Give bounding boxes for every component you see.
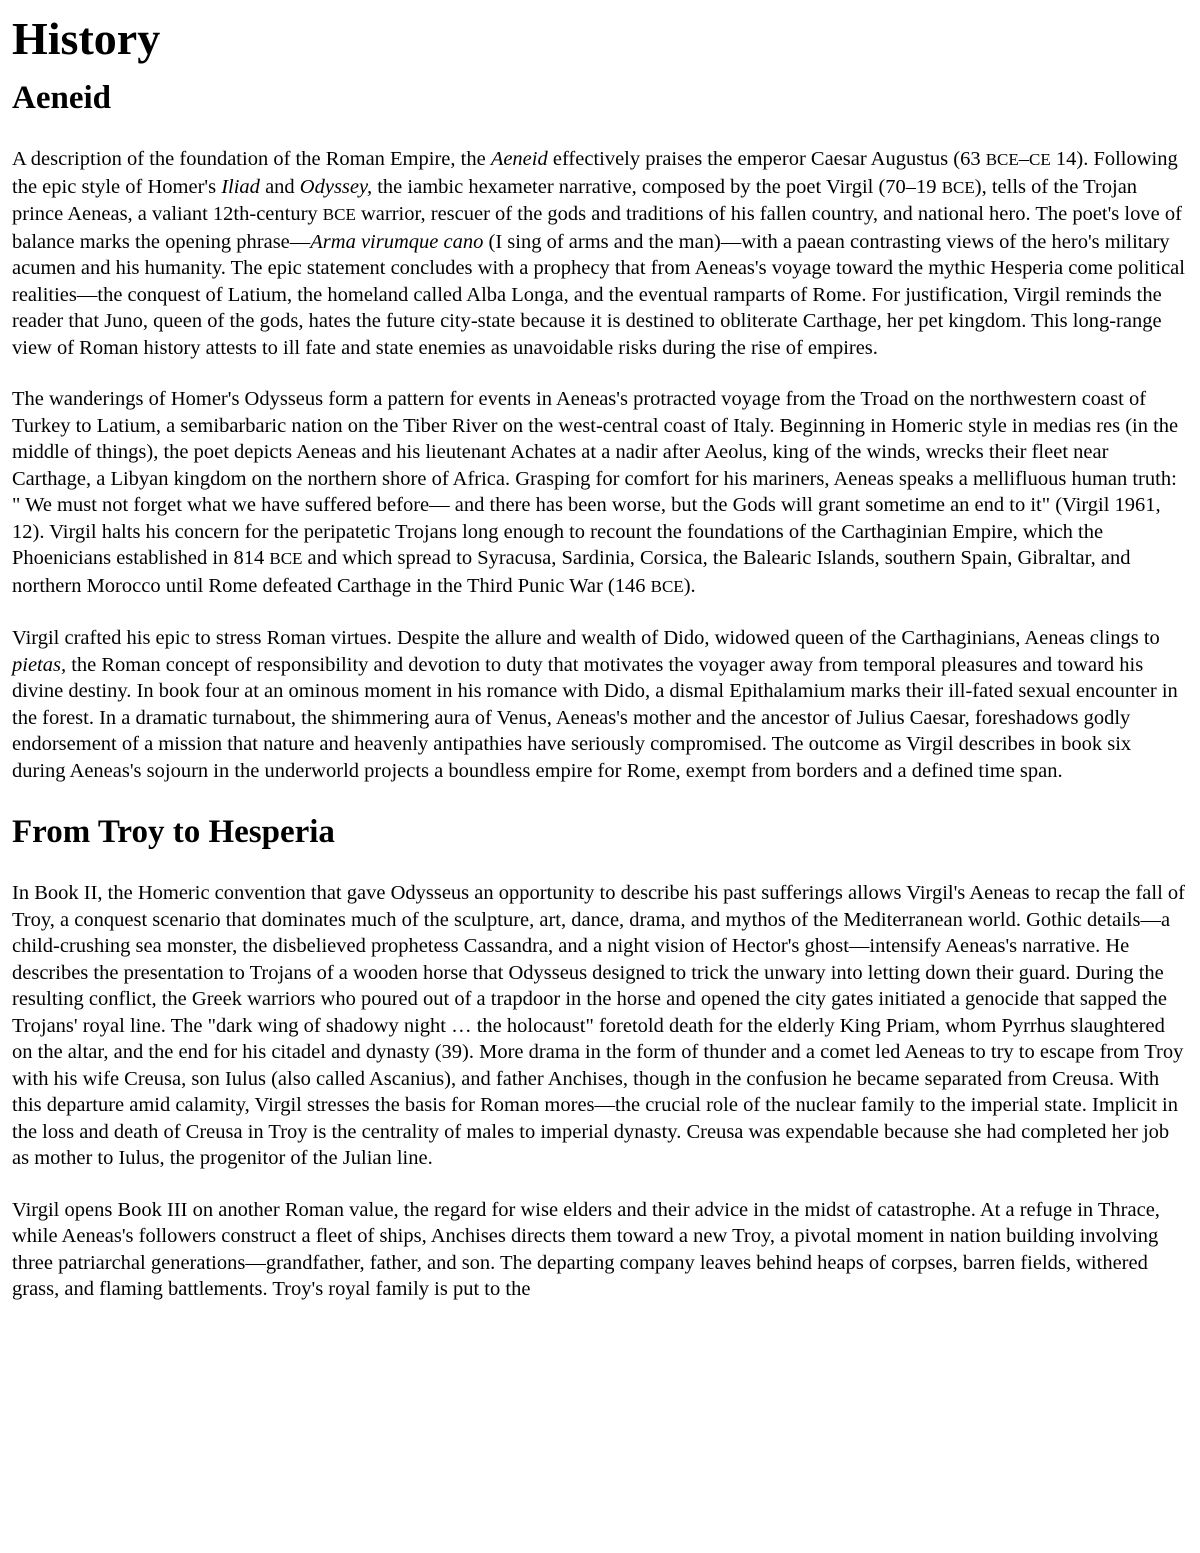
text-run: ), tells of the Trojan prince Aeneas, a valiant 12th-century	[12, 175, 1138, 225]
page-title: History	[12, 13, 161, 64]
text-run: ).	[683, 574, 696, 597]
paragraph	[12, 386, 1188, 600]
text-run: 14). Following the epic style of Homer's	[12, 148, 1178, 198]
text-run: and which spread to Syracusa, Sardinia, Corsica, the Balearic Islands, southern Spain, Gibraltar, and northern Morocco until Rome defeated Carthage in the Third Punic War (146	[12, 547, 1131, 597]
paragraph	[12, 625, 1188, 784]
italic-text: pietas,	[12, 653, 67, 676]
italic-text: Iliad	[221, 175, 260, 198]
text-run: The wanderings of Homer's Odysseus form a pattern for events in Aeneas's protracted voyage from the Troad on the northwestern coast of Turkey to Latium, a semibarbaric nation on the Tiber River on the west-central coast of Italy. Beginning in Homeric style in medias res (in the middle of things), the poet depicts Aeneas and his lieutenant Achates at a nadir after Aeolus, king of the winds, wrecks their fleet near Carthage, a Libyan kingdom on the northern shore of Africa. Grasping for comfort for his mariners, Aeneas speaks a mellifluous human truth: " We must not forget what we have suffered before— and there has been worse, but the Gods will grant sometime an end to it" (Virgil 1961, 12). Virgil halts his concern for the peripatetic Trojans long enough to recount the foundations of the Carthaginian Empire, which the Phoenicians established in 814	[12, 388, 1179, 569]
text-run: Virgil crafted his epic to stress Roman virtues. Despite the allure and wealth of Dido, widowed queen of the Carthaginians, Aeneas clings to	[12, 627, 1160, 649]
text-run: the Roman concept of responsibility and devotion to duty that motivates the voyager away from temporal pleasures and toward his divine destiny. In book four at an ominous moment in his romance with Dido, a dismal Epithalamium marks their ill-fated sexual encounter in the forest. In a dramatic turnabout, the shimmering aura of Venus, Aeneas's mother and the ancestor of Julius Caesar, foreshadows godly endorsement of a mission that nature and heavenly antipathies have seriously compromised. The outcome as Virgil describes in book six during Aeneas's sojourn in the underworld projects a boundless empire for Rome, exempt from borders and a defined time span.	[12, 653, 1178, 782]
era-abbreviation: BCE	[650, 576, 684, 596]
text-run: and	[259, 175, 300, 198]
text-run: (I sing of arms and the man)—with a paean contrasting views of the hero's military acumen and his humanity. The epic statement concludes with a prophecy that from Aeneas's voyage toward the mythic Hesperia come political realities—the conquest of Latium, the homeland called Alba Longa, and the eventual ramparts of Rome. For justification, Virgil reminds the reader that Juno, queen of the gods, hates the future city-state because it is destined to obliterate Carthage, her pet kingdom. This long-range view of Roman history attests to ill fate and state enemies as unavoidable risks during the rise of empires.	[12, 230, 1185, 359]
italic-text: Arma virumque cano	[310, 230, 484, 253]
section-heading-troy-to-hesperia: From Troy to Hesperia	[12, 814, 335, 850]
text-run: the iambic hexameter narrative, composed by the poet Virgil (70–19	[372, 175, 942, 198]
text-run: In Book II, the Homeric convention that gave Odysseus an opportunity to describe his past sufferings allows Virgil's Aeneas to recap the fall of Troy, a conquest scenario that dominates much of the sculpture, art, dance, drama, and mythos of the Mediterranean world. Gothic details—a child-crushing sea monster, the disbelieved prophetess Cassandra, and a night vision of Hector's ghost—intensify Aeneas's narrative. He describes the presentation to Trojans of a wooden horse that Odysseus designed to trick the unwary into letting down their guard. During the resulting conflict, the Greek warriors who poured out of a trapdoor in the horse and opened the city gates initiated a genocide that sapped the Trojans' royal line. The "dark wing of shadowy night … the holocaust" foretold death for the elderly King Priam, whom Pyrrhus slaughtered on the altar, and the end for his citadel and dynasty (39). More drama in the form of thunder and a comet led Aeneas to try to escape from Troy with his wife Creusa, son Iulus (also called Ascanius), and father Anchises, though in the confusion he became separated from Creusa. With this departure amid calamity, Virgil stresses the basis for Roman mores—the crucial role of the nuclear family to the imperial state. Implicit in the loss and death of Creusa in Troy is the centrality of males to imperial dynasty. Creusa was expendable because she had completed her job as mother to Iulus, the progenitor of the Julian line.	[12, 882, 1185, 1169]
text-run: –	[1018, 148, 1030, 170]
text-run: effectively praises the emperor Caesar Augustus (63	[547, 148, 986, 170]
paragraph	[12, 1197, 1188, 1303]
italic-text: Aeneid	[490, 148, 548, 170]
text-run: Virgil opens Book III on another Roman value, the regard for wise elders and their advice in the midst of catastrophe. At a refuge in Thrace, while Aeneas's followers construct a fleet of ships, Anchises directs them toward a new Troy, a pivotal moment in nation building involving three patriarchal generations—grandfather, father, and son. The departing company leaves behind heaps of corpses, barren fields, withered grass, and flaming battlements. Troy's royal family is put to the	[12, 1198, 1160, 1300]
text-run: A description of the foundation of the Roman Empire, the	[12, 148, 491, 170]
section-heading-aeneid: Aeneid	[12, 80, 111, 116]
era-abbreviation: CE	[1029, 150, 1051, 169]
era-abbreviation: BCE	[322, 205, 356, 224]
era-abbreviation: BCE	[941, 177, 975, 197]
era-abbreviation: BCE	[985, 150, 1019, 169]
era-abbreviation: BCE	[269, 549, 303, 568]
italic-text: Odyssey,	[299, 175, 373, 198]
document-page	[0, 12, 1200, 1303]
paragraph	[12, 146, 1188, 361]
text-run: warrior, rescuer of the gods and traditions of his fallen country, and national hero. The poet's love of balance marks the opening phrase—	[12, 203, 1182, 253]
paragraph	[12, 880, 1188, 1172]
